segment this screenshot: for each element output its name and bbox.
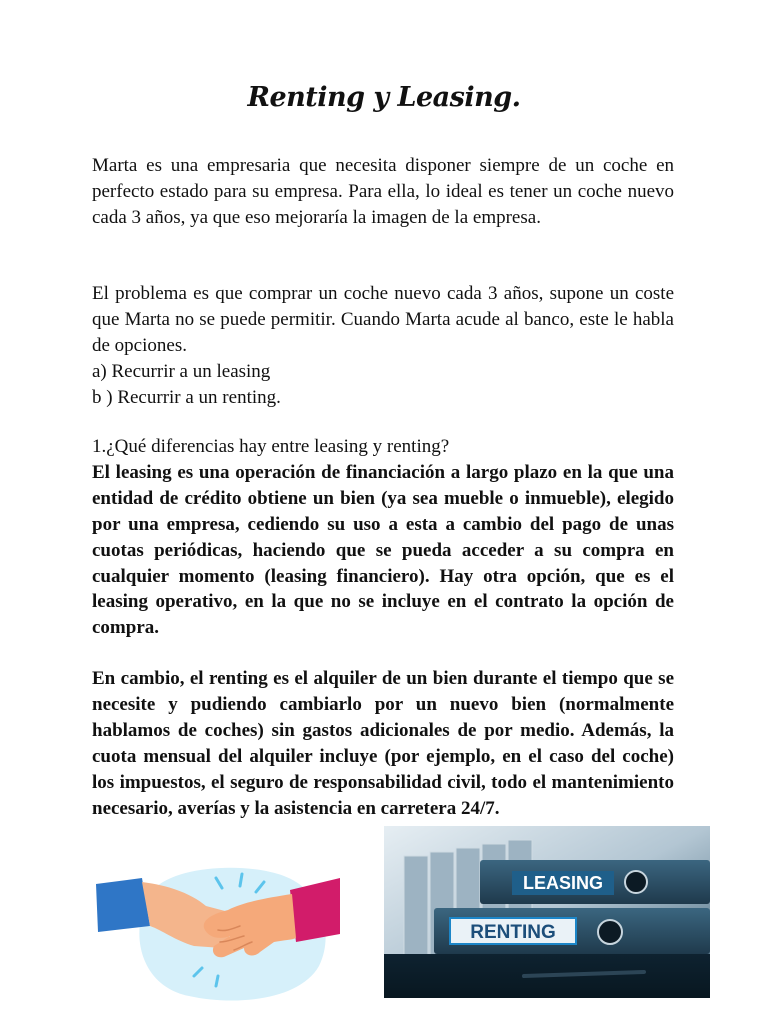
answer-leasing: El leasing es una operación de financiación a largo plazo en la que una entidad de crédito obtiene un bien (ya sea mueble o inmueble), elegido por una empresa, cediendo su uso a esta a cambio del pago de unas cuotas periódicas, haciendo que se pueda acceder a su compra en cualquier momento (leasing financiero). Hay otra opción, que es el leasing operativo, en la que no se incluye en el contrato la opción de compra.: [92, 461, 674, 639]
paragraph-problem: [92, 281, 674, 411]
option-b: b ) Recurrir a un renting.: [92, 386, 281, 408]
binder-label-leasing: LEASING: [522, 873, 604, 893]
handshake-icon: [94, 856, 344, 1006]
paragraph-problem-text: El problema es que comprar un coche nuevo cada 3 años, supone un coste que Marta no se puede permitir. Cuando Marta acude al banco, este le habla de opciones.: [92, 283, 674, 356]
question-1: 1.¿Qué diferencias hay entre leasing y renting?: [92, 436, 450, 457]
document-title: Renting y Leasing.: [247, 82, 521, 113]
binder-label-renting: RENTING: [470, 922, 556, 943]
paragraph-intro: Marta es una empresaria que necesita disponer siempre de un coche en perfecto estado para su empresa. Para ella, lo ideal es tener un coche nuevo cada 3 años, ya que eso mejoraría la imagen de la empresa.: [92, 155, 674, 228]
option-a: a) Recurrir a un leasing: [92, 360, 271, 382]
question-block: [92, 434, 674, 641]
binders-icon: [384, 826, 710, 998]
answer-renting: En cambio, el renting es el alquiler de un bien durante el tiempo que se necesite y pudiendo cambiarlo por un nuevo bien (normalmente hablamos de coches) sin gastos adicionales de por medio. Además, la cuota mensual del alquiler incluye (por ejemplo, en el caso del coche) los impuestos, el seguro de responsabilidad civil, todo el mantenimiento necesario, averías y la asistencia en carretera 24/7.: [92, 668, 674, 819]
